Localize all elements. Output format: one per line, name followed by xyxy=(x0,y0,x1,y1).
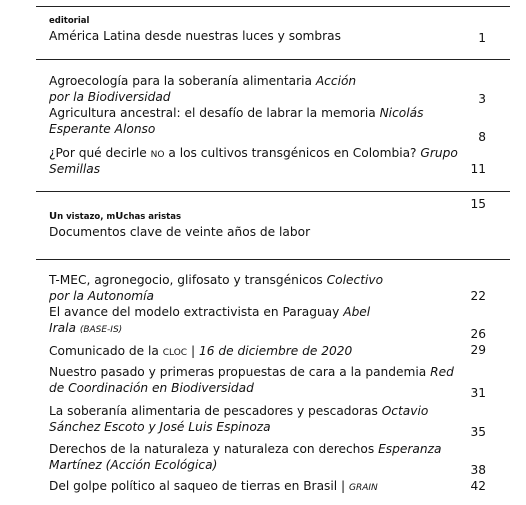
toc-entry-title: Documentos clave de veinte años de labor xyxy=(49,225,311,239)
toc-entry-title: Agroecología para la soberanía alimentaria Acción xyxy=(49,74,357,88)
toc-entry-title: América Latina desde nuestras luces y sombras xyxy=(49,29,341,43)
toc-entry-title: Comunicado de la CLOC | 16 de diciembre de 2020 xyxy=(49,344,353,358)
toc-entry-author: 16 de diciembre de 2020 xyxy=(198,344,353,358)
section-divider-1 xyxy=(36,59,510,60)
toc-entry-author: Semillas xyxy=(49,162,101,176)
toc-entry-title: Derechos de la naturaleza y naturaleza con derechos Esperanza xyxy=(49,442,442,456)
toc-entry-title: T-MEC, agronegocio, glifosato y transgénicos Colectivo xyxy=(49,273,384,287)
toc-entry-title: Del golpe político al saqueo de tierras en Brasil | GRAIN xyxy=(49,479,378,493)
toc-entry-author: Grupo xyxy=(420,146,458,160)
toc-entry-page: 35 xyxy=(470,425,486,439)
toc-entry-title: ¿Por qué decirle NO a los cultivos transgénicos en Colombia? Grupo xyxy=(49,146,458,160)
toc-entry-author: Colectivo xyxy=(326,273,384,287)
toc-entry-page: 3 xyxy=(478,92,486,106)
section-label-editorial: editorial xyxy=(49,16,90,26)
toc-entry-author: Martínez (Acción Ecológica) xyxy=(49,458,218,472)
toc-entry-page: 8 xyxy=(478,130,486,144)
toc-entry-author: Sánchez Escoto y José Luis Espinoza xyxy=(49,420,271,434)
toc-entry-page: 11 xyxy=(470,162,486,176)
toc-entry-page: 1 xyxy=(478,31,486,45)
toc-entry-author: por la Autonomía xyxy=(49,289,155,303)
toc-entry-page: 15 xyxy=(470,197,486,211)
toc-entry-author: Nicolás xyxy=(379,106,424,120)
toc-entry-author: Acción xyxy=(315,74,357,88)
toc-entry-author: de Coordinación en Biodiversidad xyxy=(49,381,254,395)
toc-entry-author: Esperante Alonso xyxy=(49,122,156,136)
toc-entry-author: Esperanza xyxy=(378,442,442,456)
toc-entry-page: 38 xyxy=(470,463,486,477)
toc-entry-author: Octavio xyxy=(381,404,429,418)
toc-entry-author: Red xyxy=(430,365,454,379)
toc-entry-page: 31 xyxy=(470,386,486,400)
section-divider-3 xyxy=(36,259,510,260)
toc-entry-title: El avance del modelo extractivista en Paraguay Abel xyxy=(49,305,371,319)
toc-entry-author: por la Biodiversidad xyxy=(49,90,171,104)
toc-entry-page: 42 xyxy=(470,479,486,493)
toc-entry-page: 22 xyxy=(470,289,486,303)
section-label-un-vistazo: Un vistazo, mUchas aristas xyxy=(49,211,182,222)
toc-entry-author: Irala xyxy=(49,321,80,335)
toc-entry-title: Nuestro pasado y primeras propuestas de cara a la pandemia Red xyxy=(49,365,454,379)
toc-entry-page: 29 xyxy=(470,343,486,357)
toc-entry-author: GRAIN xyxy=(349,483,378,493)
toc-entry-author: Abel xyxy=(343,305,371,319)
toc-entry-title: Agricultura ancestral: el desafío de labrar la memoria Nicolás xyxy=(49,106,424,120)
toc-entry-page: 26 xyxy=(470,327,486,341)
section-divider-2 xyxy=(36,191,510,192)
top-rule xyxy=(36,6,510,7)
toc-entry-title: La soberanía alimentaria de pescadores y pescadoras Octavio xyxy=(49,404,429,418)
